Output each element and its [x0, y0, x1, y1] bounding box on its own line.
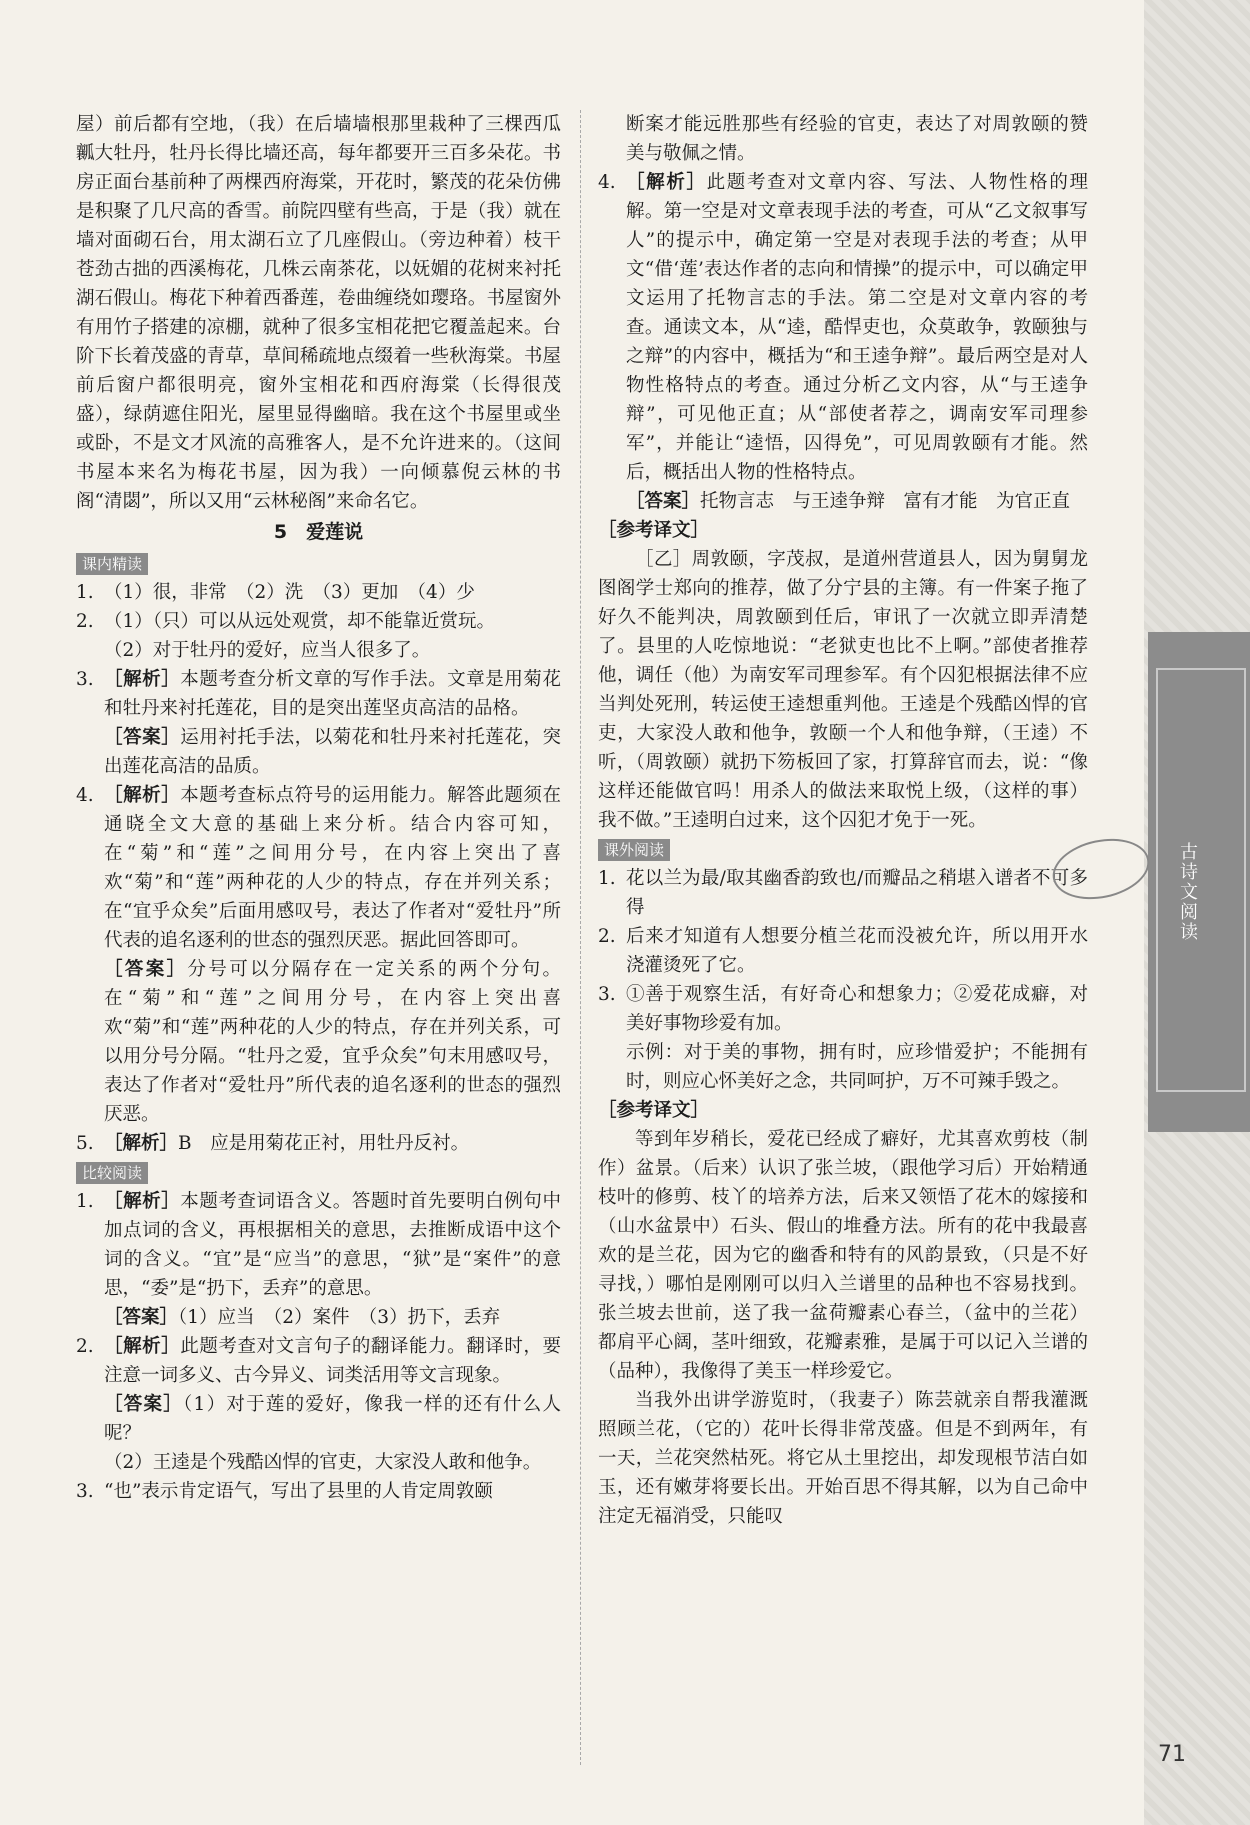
translation-paragraph: ［乙］周敦颐，字茂叔，是道州营道县人，因为舅舅龙图阁学士郑向的推荐，做了分宁县的主簿。有一件案子拖了好久不能判决，周敦颐到任后，审讯了一次就立即弄清楚了。县里的人吃惊地说：“老狱吏也比不上啊。”部使者推荐他，调任（他）为南安军司理参军。有个囚犯根据法律不应当判处死刑，转运使王逵想重判他。王逵是个残酷凶悍的官吏，大家没人敢和他争，敦颐一个人和他争辩，（王逵）不听，（周敦颐）就扔下笏板回了家，打算辞官而去，说：“像这样还能做官吗！用杀人的做法来取悦上级，（这样的事）我不做。”王逵明白过来，这个囚犯才免于一死。 — [598, 549, 1088, 831]
answer-subline: ［答案］（1）应当 （2）案件 （3）扔下，丢弃 — [104, 1307, 501, 1328]
left-column — [76, 110, 561, 1506]
analysis-tag: ［解析］ — [104, 785, 181, 806]
answer-item: 2. ［解析］此题考查对文言句子的翻译能力。翻译时，要注意一词多义、古今异义、词类活用等文言现象。 — [76, 1336, 561, 1386]
answer-item: 4. ［解析］此题考查对文章内容、写法、人物性格的理解。第一空是对文章表现手法的考查，可从“乙文叙事写人”的提示中，确定第一空是对表现手法的考查；从甲文“借‘莲’表达作者的志向和情操”的提示中，可以确定甲文运用了托物言志的手法。第二空是对文章内容的考查。通读文本，从“逵，酷悍吏也，众莫敢争，敦颐独与之辩”的内容中，概括为“和王逵争辩”。最后两空是对人物性格特点的考查。通过分析乙文内容，从“与王逵争辩”，可见他正直；从“部使者荐之，调南安军司理参军”，并能让“逵悟，囚得免”，可见周敦颐有才能。然后，概括出人物的性格特点。 — [598, 172, 1088, 483]
answer-subline: 示例：对于美的事物，拥有时，应珍惜爱护；不能拥有时，则应心怀美好之念，共同呵护，万不可辣手毁之。 — [626, 1042, 1088, 1092]
answer-item: 5. ［解析］B 应是用菊花正衬，用牡丹反衬。 — [76, 1133, 470, 1154]
answer-subline: （2）对于牡丹的爱好，应当人很多了。 — [104, 640, 431, 661]
translation-continued: 屋）前后都有空地，（我）在后墙墙根那里栽种了三棵西瓜瓤大牡丹，牡丹长得比墙还高，每年都要开三百多朵花。书房正面台基前种了两棵西府海棠，开花时，繁茂的花朵仿佛是积聚了几尺高的香雪。前院四壁有些高，于是（我）就在墙对面砌石台，用太湖石立了几座假山。（旁边种着）枝干苍劲古拙的西溪梅花，几株云南茶花，以妩媚的花树来衬托湖石假山。梅花下种着西番莲，卷曲缠绕如璎珞。书屋窗外有用竹子搭建的凉棚，就种了很多宝相花把它覆盖起来。台阶下长着茂盛的青草，草间稀疏地点缀着一些秋海棠。书屋前后窗户都很明亮，窗外宝相花和西府海棠（长得很茂盛），绿荫遮住阳光，屋里显得幽暗。我在这个书屋里或坐或卧，不是文才风流的高雅客人，是不允许进来的。（这间书屋本来名为梅花书屋，因为我）一向倾慕倪云林的书阁“清閟”，所以又用“云林秘阁”来命名它。 — [76, 114, 561, 512]
answer-tag: ［答案］ — [104, 1307, 179, 1328]
analysis-tag: ［解析］ — [626, 172, 707, 193]
answer-subline: ［答案］（1）对于莲的爱好，像我一样的还有什么人呢？ — [104, 1394, 561, 1444]
answer-subline: ［答案］托物言志 与王逵争辩 富有才能 为官正直 — [626, 491, 1071, 512]
answer-item: 4. ［解析］本题考查标点符号的运用能力。解答此题须在通晓全文大意的基础上来分析。结合内容可知，在“菊”和“莲”之间用分号，在内容上突出了喜欢“菊”和“莲”两种花的人少的特点，存在并列关系；在“宜乎众矣”后面用感叹号，表达了作者对“爱牡丹”所代表的追名逐利的世态的强烈厌恶。据此回答即可。 — [76, 785, 561, 951]
answer-subline: ［答案］运用衬托手法，以菊花和牡丹来衬托莲花，突出莲花高洁的品质。 — [104, 727, 561, 777]
section-bar-in-class: 课内精读 — [76, 553, 148, 575]
reference-translation-heading: ［参考译文］ — [598, 520, 710, 541]
section-bar-extracurricular: 课外阅读 — [598, 839, 670, 861]
translation-paragraph: 当我外出讲学游览时，（我妻子）陈芸就亲自帮我灌溉照顾兰花，（它的）花叶长得非常茂盛。但是不到两年，有一天，兰花突然枯死。将它从土里挖出，却发现根节洁白如玉，还有嫩芽将要长出。开始百思不得其解，以为自己命中注定无福消受，只能叹 — [598, 1390, 1088, 1527]
answer-item: 3. “也”表示肯定语气，写出了县里的人肯定周敦颐 — [76, 1481, 493, 1502]
answer-tag: ［答案］ — [626, 491, 701, 512]
answer-item: 1. （1）很，非常 （2）洗 （3）更加 （4）少 — [76, 582, 475, 603]
answer-item: 3. ①善于观察生活，有好奇心和想象力；②爱花成癖，对美好事物珍爱有加。 — [598, 984, 1088, 1034]
section-title: 5 爱莲说 — [273, 521, 364, 543]
answer-subline: （2）王逵是个残酷凶悍的官吏，大家没人敢和他争。 — [104, 1452, 542, 1473]
column-divider — [580, 110, 581, 1765]
chapter-tab-label: 古诗文阅读 — [1177, 842, 1198, 942]
analysis-tag: ［解析］ — [104, 1336, 181, 1357]
reference-translation-heading: ［参考译文］ — [598, 1100, 710, 1121]
answer-item: 1. 花以兰为最/取其幽香韵致也/而瓣品之稍堪入谱者不可多得 — [598, 868, 1088, 918]
answer-item: 2. 后来才知道有人想要分植兰花而没被允许，所以用开水浇灌烫死了它。 — [598, 926, 1088, 976]
answer-item: 1. ［解析］本题考查词语含义。答题时首先要明白例句中加点词的含义，再根据相关的意思，去推断成语中这个词的含义。“宜”是“应当”的意思，“狱”是“案件”的意思，“委”是“扔下，丢弃”的意思。 — [76, 1191, 561, 1299]
answer-tag: ［答案］ — [104, 1394, 184, 1415]
section-bar-comparison: 比较阅读 — [76, 1162, 148, 1184]
analysis-tag: ［解析］ — [104, 1133, 179, 1154]
analysis-tag: ［解析］ — [104, 669, 181, 690]
answer-tag: ［答案］ — [104, 959, 188, 980]
answer-subline: 断案才能远胜那些有经验的官吏，表达了对周敦颐的赞美与敬佩之情。 — [626, 114, 1088, 164]
answer-item: 3. ［解析］本题考查分析文章的写作手法。文章是用菊花和牡丹来衬托莲花，目的是突出莲坚贞高洁的品格。 — [76, 669, 561, 719]
translation-paragraph: 等到年岁稍长，爱花已经成了癖好，尤其喜欢剪枝（制作）盆景。（后来）认识了张兰坡，（跟他学习后）开始精通枝叶的修剪、枝丫的培养方法，后来又领悟了花木的嫁接和（山水盆景中）石头、假山的堆叠方法。所有的花中我最喜欢的是兰花，因为它的幽香和特有的风韵景致，（只是不好寻找，）哪怕是刚刚可以归入兰谱里的品种也不容易找到。张兰坡去世前，送了我一盆荷瓣素心春兰，（盆中的兰花）都肩平心阔，茎叶细致，花瓣素雅，是属于可以记入兰谱的（品种），我像得了美玉一样珍爱它。 — [598, 1129, 1088, 1382]
answer-subline: ［答案］分号可以分隔存在一定关系的两个分句。在“菊”和“莲”之间用分号，在内容上突出喜欢“菊”和“莲”两种花的人少的特点，存在并列关系，可以用分号分隔。“牡丹之爱，宜乎众矣”句末用感叹号，表达了作者对“爱牡丹”所代表的追名逐利的世态的强烈厌恶。 — [104, 959, 561, 1125]
page-number: 71 — [1158, 1742, 1186, 1767]
answer-item: 2. （1）（只）可以从远处观赏，却不能靠近赏玩。 — [76, 611, 496, 632]
analysis-tag: ［解析］ — [104, 1191, 181, 1212]
answer-tag: ［答案］ — [104, 727, 181, 748]
right-column — [598, 110, 1088, 1531]
